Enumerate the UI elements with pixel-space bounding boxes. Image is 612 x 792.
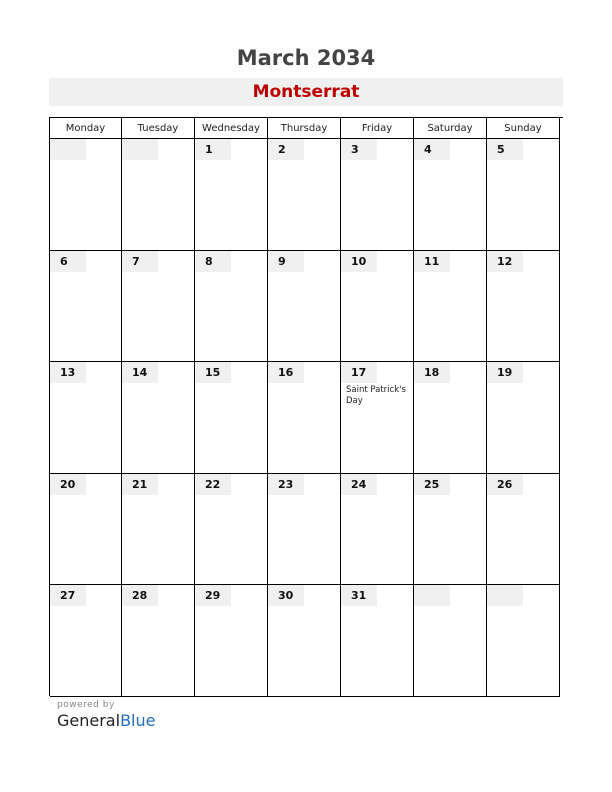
day-number: 12 xyxy=(487,251,523,272)
day-number xyxy=(414,585,450,606)
day-cell[interactable] xyxy=(50,251,122,363)
day-number: 10 xyxy=(341,251,377,272)
day-number: 26 xyxy=(487,474,523,495)
generalblue-logo[interactable] xyxy=(57,711,155,730)
day-cell[interactable] xyxy=(487,362,560,474)
day-cell[interactable] xyxy=(268,585,341,697)
day-number: 1 xyxy=(195,139,231,160)
powered-by-label: powered by xyxy=(57,700,115,710)
day-number: 3 xyxy=(341,139,377,160)
day-cell[interactable] xyxy=(341,474,414,586)
day-cell[interactable] xyxy=(195,474,268,586)
day-number: 31 xyxy=(341,585,377,606)
day-cell[interactable] xyxy=(341,251,414,363)
day-cell[interactable] xyxy=(414,585,487,697)
weekday-header-friday: Friday xyxy=(341,118,414,139)
day-number: 2 xyxy=(268,139,304,160)
day-cell[interactable] xyxy=(50,139,122,251)
day-cell[interactable] xyxy=(50,362,122,474)
day-cell[interactable] xyxy=(487,474,560,586)
day-number: 20 xyxy=(50,474,86,495)
day-cell[interactable] xyxy=(50,474,122,586)
day-cell[interactable] xyxy=(122,585,195,697)
day-cell[interactable] xyxy=(122,251,195,363)
day-cell[interactable] xyxy=(341,585,414,697)
day-number: 27 xyxy=(50,585,86,606)
country-name: Montserrat xyxy=(252,82,360,102)
day-cell[interactable] xyxy=(195,362,268,474)
day-number: 9 xyxy=(268,251,304,272)
day-number: 6 xyxy=(50,251,86,272)
footer xyxy=(57,700,155,730)
day-number: 13 xyxy=(50,362,86,383)
day-number: 21 xyxy=(122,474,158,495)
day-cell[interactable] xyxy=(487,251,560,363)
day-cell[interactable] xyxy=(268,139,341,251)
day-number: 14 xyxy=(122,362,158,383)
day-number xyxy=(487,585,523,606)
day-number: 18 xyxy=(414,362,450,383)
weekday-header-wednesday: Wednesday xyxy=(195,118,268,139)
day-cell[interactable] xyxy=(50,585,122,697)
day-number: 16 xyxy=(268,362,304,383)
day-cell[interactable] xyxy=(195,251,268,363)
holiday-label: Saint Patrick's Day xyxy=(346,385,406,406)
weekday-header-monday: Monday xyxy=(50,118,122,139)
day-number xyxy=(122,139,158,160)
calendar-title: March 2034 xyxy=(236,46,376,70)
day-number: 5 xyxy=(487,139,523,160)
day-cell[interactable] xyxy=(414,139,487,251)
day-number: 4 xyxy=(414,139,450,160)
calendar-grid xyxy=(49,117,563,696)
logo-blue: Blue xyxy=(120,711,156,730)
day-cell[interactable] xyxy=(487,585,560,697)
day-number: 7 xyxy=(122,251,158,272)
day-number: 23 xyxy=(268,474,304,495)
day-number: 15 xyxy=(195,362,231,383)
weekday-header-tuesday: Tuesday xyxy=(122,118,195,139)
day-number: 24 xyxy=(341,474,377,495)
day-number: 22 xyxy=(195,474,231,495)
day-number: 25 xyxy=(414,474,450,495)
day-cell[interactable] xyxy=(122,362,195,474)
day-cell[interactable] xyxy=(122,139,195,251)
country-banner xyxy=(49,78,563,106)
day-number: 30 xyxy=(268,585,304,606)
day-number: 29 xyxy=(195,585,231,606)
day-number: 11 xyxy=(414,251,450,272)
day-number: 8 xyxy=(195,251,231,272)
day-cell[interactable] xyxy=(268,474,341,586)
day-cell[interactable] xyxy=(341,139,414,251)
day-cell[interactable] xyxy=(487,139,560,251)
day-cell[interactable] xyxy=(341,362,414,474)
day-number: 19 xyxy=(487,362,523,383)
day-number xyxy=(50,139,86,160)
weekday-header-row xyxy=(50,118,563,139)
day-cell[interactable] xyxy=(414,251,487,363)
day-cell[interactable] xyxy=(268,251,341,363)
weekday-header-thursday: Thursday xyxy=(268,118,341,139)
day-cell[interactable] xyxy=(195,139,268,251)
weekday-header-sunday: Sunday xyxy=(487,118,560,139)
logo-general: General xyxy=(57,711,121,730)
day-number: 28 xyxy=(122,585,158,606)
day-cell[interactable] xyxy=(195,585,268,697)
day-cell[interactable] xyxy=(414,474,487,586)
weekday-header-saturday: Saturday xyxy=(414,118,487,139)
day-number: 17 xyxy=(341,362,377,383)
day-cell[interactable] xyxy=(268,362,341,474)
day-cell[interactable] xyxy=(122,474,195,586)
day-cell[interactable] xyxy=(414,362,487,474)
